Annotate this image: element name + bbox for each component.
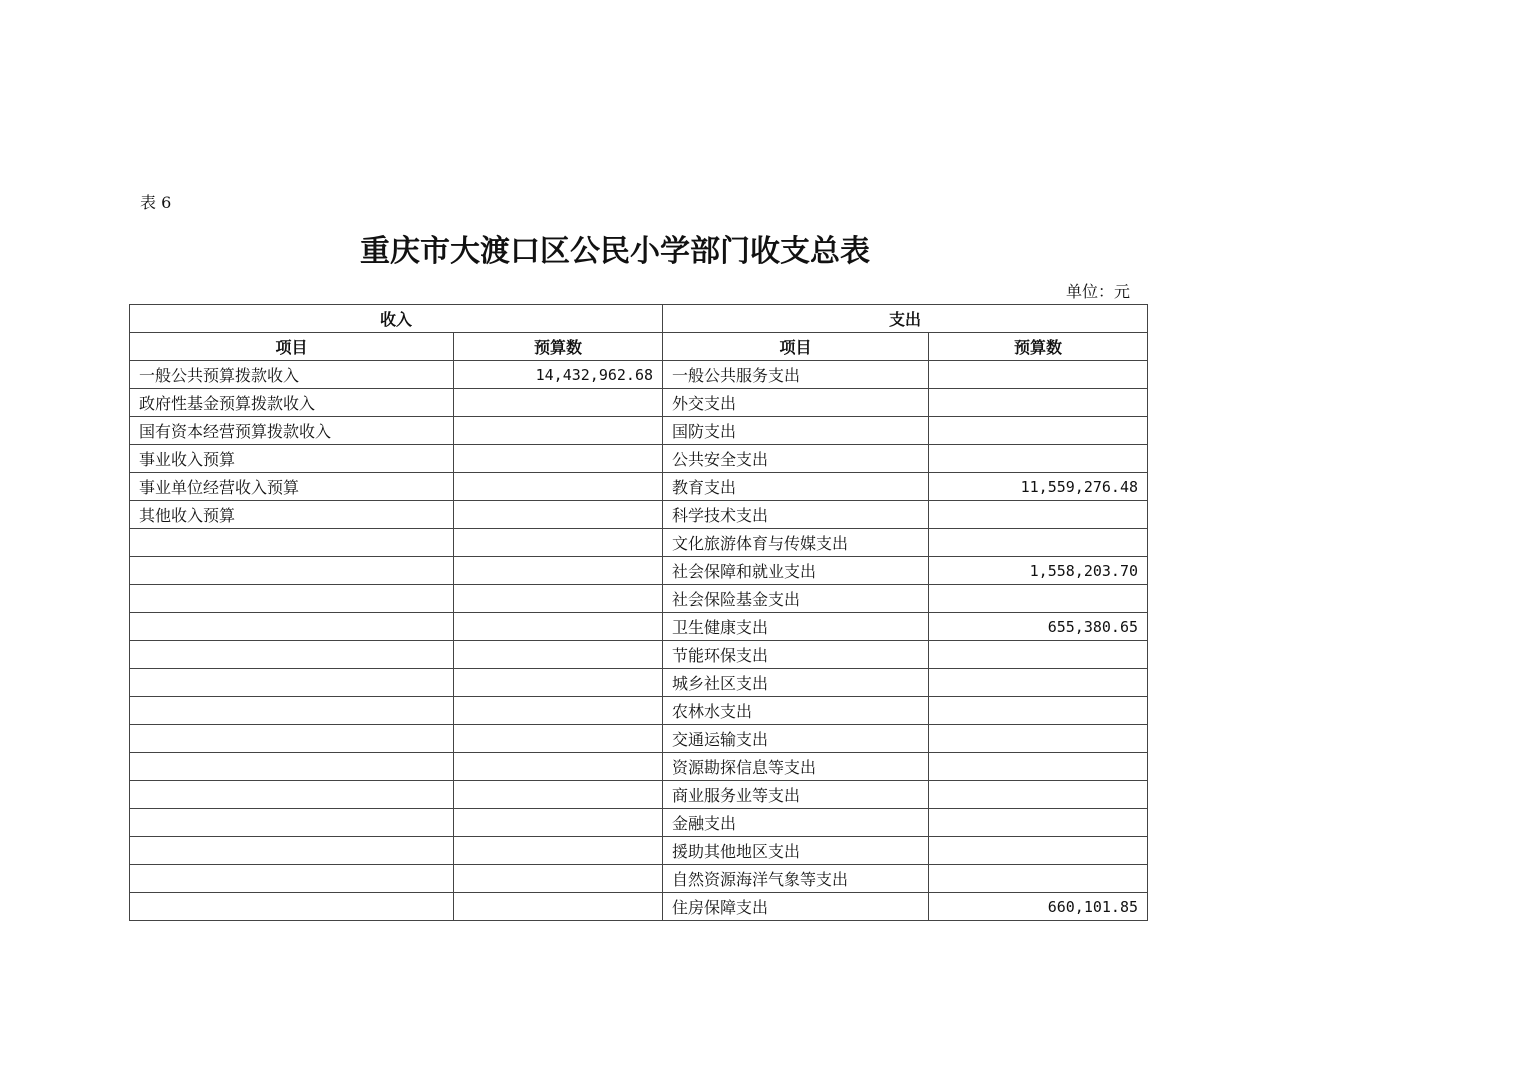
income-item-cell: 其他收入预算 <box>130 501 454 529</box>
table-row <box>130 585 1148 613</box>
income-amount-cell <box>454 725 663 753</box>
income-item-cell <box>130 697 454 725</box>
expense-amount-cell <box>929 585 1148 613</box>
expense-item-cell: 国防支出 <box>663 417 929 445</box>
income-item-cell: 政府性基金预算拨款收入 <box>130 389 454 417</box>
expense-amount-cell: 655,380.65 <box>929 613 1148 641</box>
income-item-cell: 事业收入预算 <box>130 445 454 473</box>
expense-item-cell: 资源勘探信息等支出 <box>663 753 929 781</box>
expense-amount-cell <box>929 669 1148 697</box>
income-item-cell <box>130 669 454 697</box>
expense-item-cell: 农林水支出 <box>663 697 929 725</box>
table-row <box>130 669 1148 697</box>
expense-item-cell: 社会保险基金支出 <box>663 585 929 613</box>
income-amount-cell <box>454 473 663 501</box>
income-item-cell: 事业单位经营收入预算 <box>130 473 454 501</box>
income-amount-cell <box>454 585 663 613</box>
table-row <box>130 641 1148 669</box>
income-amount-cell <box>454 837 663 865</box>
expense-amount-cell <box>929 361 1148 389</box>
table-row <box>130 445 1148 473</box>
expense-amount-cell: 1,558,203.70 <box>929 557 1148 585</box>
expense-item-cell: 一般公共服务支出 <box>663 361 929 389</box>
income-item-cell <box>130 641 454 669</box>
income-item-cell <box>130 613 454 641</box>
income-amount-cell <box>454 389 663 417</box>
income-budget-header: 预算数 <box>454 333 663 361</box>
column-header-row <box>130 333 1148 361</box>
table-number-label: 表 6 <box>140 193 172 212</box>
expense-item-cell: 住房保障支出 <box>663 893 929 921</box>
expense-item-cell: 城乡社区支出 <box>663 669 929 697</box>
expense-amount-cell <box>929 445 1148 473</box>
table-row <box>130 809 1148 837</box>
expense-item-cell: 节能环保支出 <box>663 641 929 669</box>
unit-label: 单位：元 <box>1066 282 1131 301</box>
expense-amount-cell <box>929 837 1148 865</box>
income-item-cell: 一般公共预算拨款收入 <box>130 361 454 389</box>
budget-summary-table <box>129 304 1148 921</box>
income-item-cell <box>130 557 454 585</box>
expense-amount-cell <box>929 753 1148 781</box>
income-item-cell <box>130 809 454 837</box>
income-item-cell <box>130 725 454 753</box>
page-title: 重庆市大渡口区公民小学部门收支总表 <box>360 234 870 269</box>
income-amount-cell <box>454 501 663 529</box>
income-amount-cell <box>454 557 663 585</box>
income-item-cell <box>130 865 454 893</box>
expense-item-cell: 文化旅游体育与传媒支出 <box>663 529 929 557</box>
expense-budget-header: 预算数 <box>929 333 1148 361</box>
expense-item-cell: 商业服务业等支出 <box>663 781 929 809</box>
income-amount-cell <box>454 893 663 921</box>
table-row <box>130 865 1148 893</box>
expense-amount-cell <box>929 809 1148 837</box>
table-row <box>130 781 1148 809</box>
income-amount-cell <box>454 753 663 781</box>
income-amount-cell <box>454 865 663 893</box>
expense-item-cell: 外交支出 <box>663 389 929 417</box>
income-amount-cell <box>454 445 663 473</box>
expense-item-cell: 教育支出 <box>663 473 929 501</box>
income-item-cell <box>130 837 454 865</box>
table-row <box>130 501 1148 529</box>
table-row <box>130 529 1148 557</box>
expense-section-header: 支出 <box>663 305 1148 333</box>
table-row <box>130 613 1148 641</box>
table-row <box>130 697 1148 725</box>
expense-item-header: 项目 <box>663 333 929 361</box>
expense-item-cell: 科学技术支出 <box>663 501 929 529</box>
expense-amount-cell: 660,101.85 <box>929 893 1148 921</box>
table-row <box>130 725 1148 753</box>
income-amount-cell <box>454 669 663 697</box>
income-amount-cell <box>454 809 663 837</box>
expense-amount-cell <box>929 389 1148 417</box>
table-row <box>130 837 1148 865</box>
income-amount-cell <box>454 417 663 445</box>
expense-item-cell: 卫生健康支出 <box>663 613 929 641</box>
expense-amount-cell <box>929 697 1148 725</box>
income-amount-cell <box>454 529 663 557</box>
income-item-cell <box>130 529 454 557</box>
income-amount-cell <box>454 613 663 641</box>
expense-amount-cell <box>929 417 1148 445</box>
table-body <box>130 361 1148 921</box>
income-item-cell <box>130 781 454 809</box>
income-amount-cell <box>454 697 663 725</box>
expense-item-cell: 自然资源海洋气象等支出 <box>663 865 929 893</box>
table-row <box>130 417 1148 445</box>
table-row <box>130 473 1148 501</box>
income-amount-cell <box>454 781 663 809</box>
table-row <box>130 557 1148 585</box>
income-item-header: 项目 <box>130 333 454 361</box>
expense-item-cell: 金融支出 <box>663 809 929 837</box>
income-amount-cell: 14,432,962.68 <box>454 361 663 389</box>
expense-amount-cell <box>929 725 1148 753</box>
expense-item-cell: 交通运输支出 <box>663 725 929 753</box>
expense-amount-cell: 11,559,276.48 <box>929 473 1148 501</box>
expense-amount-cell <box>929 781 1148 809</box>
expense-amount-cell <box>929 865 1148 893</box>
income-item-cell <box>130 585 454 613</box>
expense-amount-cell <box>929 641 1148 669</box>
expense-item-cell: 社会保障和就业支出 <box>663 557 929 585</box>
income-amount-cell <box>454 641 663 669</box>
income-item-cell <box>130 753 454 781</box>
expense-amount-cell <box>929 501 1148 529</box>
expense-item-cell: 援助其他地区支出 <box>663 837 929 865</box>
expense-amount-cell <box>929 529 1148 557</box>
income-item-cell: 国有资本经营预算拨款收入 <box>130 417 454 445</box>
table-row <box>130 389 1148 417</box>
section-header-row <box>130 305 1148 333</box>
table-row <box>130 893 1148 921</box>
expense-item-cell: 公共安全支出 <box>663 445 929 473</box>
table-row <box>130 361 1148 389</box>
table-row <box>130 753 1148 781</box>
income-section-header: 收入 <box>130 305 663 333</box>
income-item-cell <box>130 893 454 921</box>
